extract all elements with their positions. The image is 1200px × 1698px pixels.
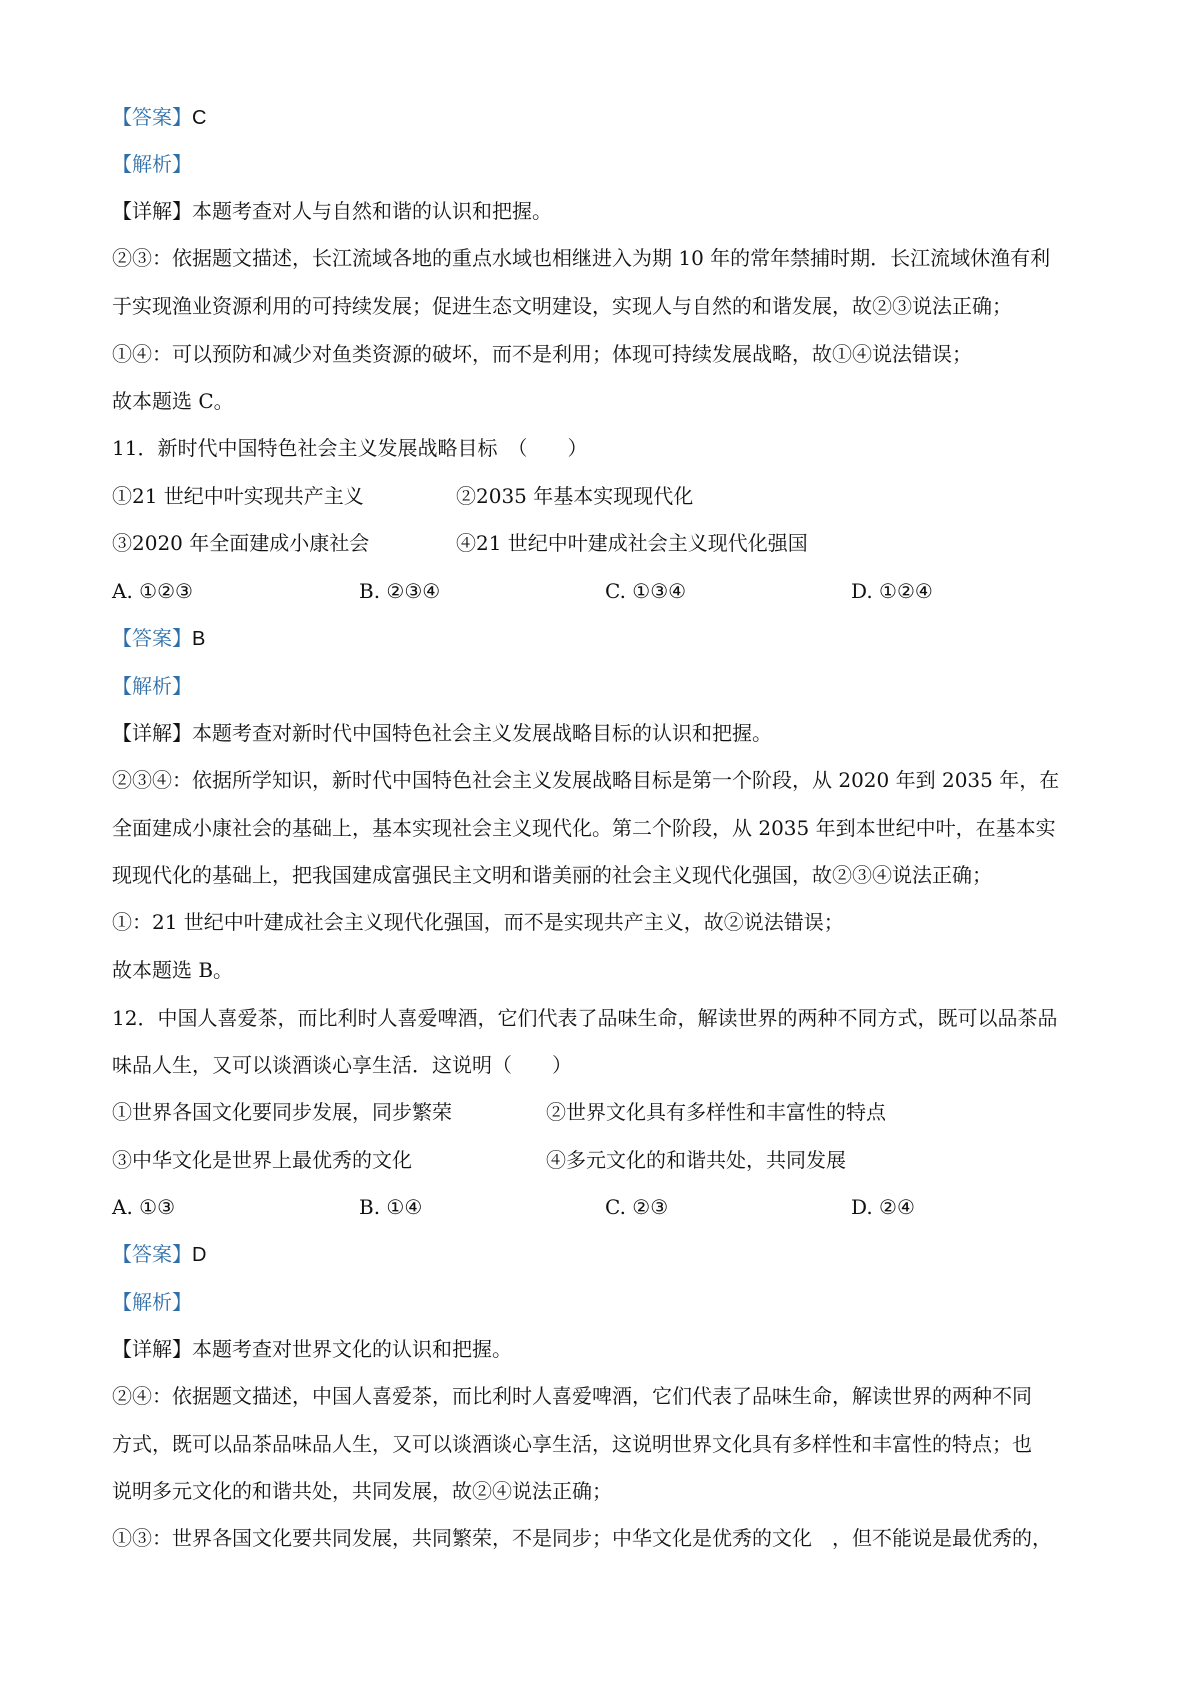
q11-paragraph-3: 现现代化的基础上，把我国建成富强民主文明和谐美丽的社会主义现代化强国，故②③④说法正确； — [112, 863, 992, 887]
q12-stem-line-1: 12．中国人喜爱茶，而比利时人喜爱啤酒，它们代表了品味生命，解读世界的两种不同方式，既可以品茶品 — [112, 1006, 1058, 1030]
q11-item-4: ④21 世纪中叶建成社会主义现代化强国 — [456, 531, 808, 555]
q10-detail: 【详解】本题考查对人与自然和谐的认识和把握。 — [112, 199, 552, 223]
q10-analysis-tag: 【解析】 — [112, 152, 192, 176]
q12-item-4: ④多元文化的和谐共处，共同发展 — [546, 1148, 846, 1172]
answer-value: D — [192, 1244, 207, 1266]
q12-item-2: ②世界文化具有多样性和丰富性的特点 — [546, 1100, 886, 1124]
answer-tag: 【答案】 — [112, 626, 192, 650]
q10-paragraph-1: ②③：依据题文描述，长江流域各地的重点水域也相继进入为期 10 年的常年禁捕时期．长江流域休渔有利 — [112, 246, 1051, 270]
q10-paragraph-3: ①④：可以预防和减少对鱼类资源的破坏，而不是利用；体现可持续发展战略，故①④说法错误； — [112, 342, 972, 366]
q11-paragraph-1: ②③④：依据所学知识，新时代中国特色社会主义发展战略目标是第一个阶段，从 2020 年到 2035 年，在 — [112, 768, 1060, 792]
q11-option-c: C. ①③④ — [605, 579, 687, 603]
q12-option-c: C. ②③ — [605, 1195, 669, 1219]
answer-tag: 【答案】 — [112, 1242, 192, 1266]
q12-analysis-tag: 【解析】 — [112, 1290, 192, 1314]
q12-detail: 【详解】本题考查对世界文化的认识和把握。 — [112, 1337, 512, 1361]
q11-detail: 【详解】本题考查对新时代中国特色社会主义发展战略目标的认识和把握。 — [112, 721, 772, 745]
q11-option-d: D. ①②④ — [851, 579, 933, 603]
q12-option-b: B. ①④ — [359, 1195, 423, 1219]
q11-option-a: A. ①②③ — [112, 579, 193, 603]
q11-item-3: ③2020 年全面建成小康社会 — [112, 531, 370, 555]
q11-item-2: ②2035 年基本实现现代化 — [456, 484, 694, 508]
q12-paragraph-2: 方式，既可以品茶品味品人生，又可以谈酒谈心享生活，这说明世界文化具有多样性和丰富性的特点；也 — [112, 1432, 1032, 1456]
q12-paragraph-4: ①③：世界各国文化要共同发展，共同繁荣，不是同步；中华文化是优秀的文化 ，但不能说是最优秀的， — [112, 1526, 1052, 1550]
q11-analysis-tag: 【解析】 — [112, 674, 192, 698]
answer-value: B — [192, 628, 206, 650]
q11-stem: 11．新时代中国特色社会主义发展战略目标 （ ） — [112, 436, 588, 460]
q10-conclusion: 故本题选 C。 — [112, 389, 234, 413]
q11-paragraph-2: 全面建成小康社会的基础上，基本实现社会主义现代化。第二个阶段，从 2035 年到本世纪中叶，在基本实 — [112, 816, 1056, 840]
q11-item-1: ①21 世纪中叶实现共产主义 — [112, 484, 364, 508]
q12-item-1: ①世界各国文化要同步发展，同步繁荣 — [112, 1100, 452, 1124]
q12-answer — [112, 1240, 1102, 1269]
q12-paragraph-3: 说明多元文化的和谐共处，共同发展，故②④说法正确； — [112, 1479, 612, 1503]
q10-answer — [112, 103, 1102, 132]
q12-stem-line-2: 味品人生，又可以谈酒谈心享生活．这说明（ ） — [112, 1053, 572, 1077]
q11-option-b: B. ②③④ — [359, 579, 441, 603]
q12-paragraph-1: ②④：依据题文描述，中国人喜爱茶，而比利时人喜爱啤酒，它们代表了品味生命，解读世界的两种不同 — [112, 1384, 1032, 1408]
q12-item-3: ③中华文化是世界上最优秀的文化 — [112, 1148, 412, 1172]
q12-option-a: A. ①③ — [112, 1195, 176, 1219]
answer-value: C — [192, 107, 207, 129]
answer-tag: 【答案】 — [112, 105, 192, 129]
q10-paragraph-2: 于实现渔业资源利用的可持续发展；促进生态文明建设，实现人与自然的和谐发展，故②③说法正确； — [112, 294, 1012, 318]
q12-option-d: D. ②④ — [851, 1195, 915, 1219]
q11-paragraph-4: ①：21 世纪中叶建成社会主义现代化强国，而不是实现共产主义，故②说法错误； — [112, 910, 844, 934]
q11-answer — [112, 624, 1102, 653]
q11-conclusion: 故本题选 B。 — [112, 958, 234, 982]
